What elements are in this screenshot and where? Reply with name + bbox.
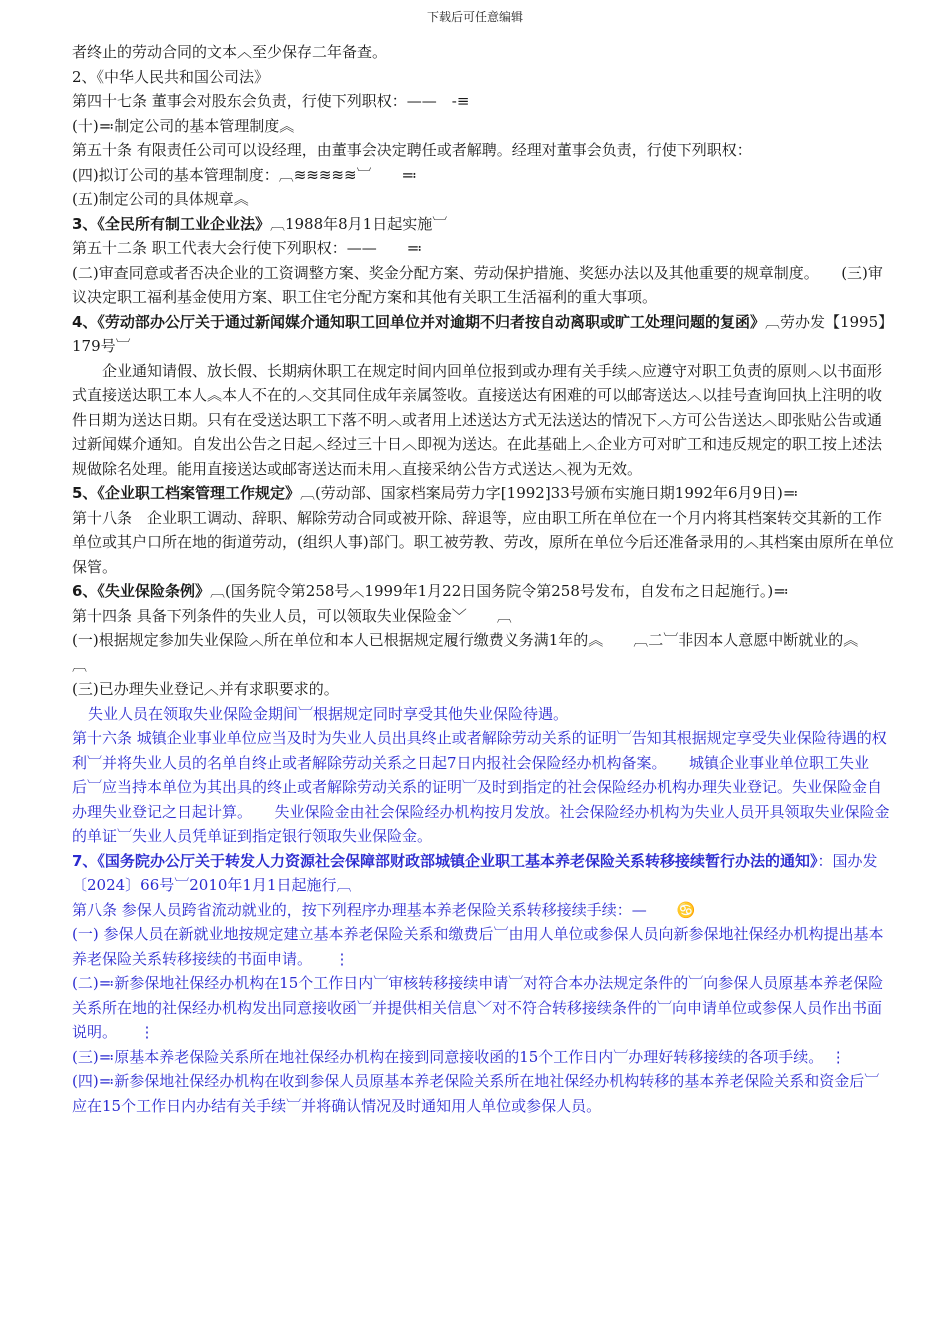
law-note: ︹劳办发【1995】179号︺ — [72, 312, 894, 355]
page-header: 下载后可任意编辑 — [426, 10, 523, 24]
paragraph: (四)≕新参保地社保经办机构在收到参保人员原基本养老保险关系所在地社保经办机构转移的基本养老保险关系和资金后︺应在15个工作日内办结有关手续︺并将确认情况及时通知用人单位或参保人员。 — [72, 1072, 880, 1115]
paragraph: 失业人员在领取失业保险金期间︺根据规定同时享受其他失业保险待遇。 — [88, 704, 569, 723]
paragraph: 第五十二条 职工代表大会行使下列职权：—— ≕ — [72, 239, 423, 257]
paragraph: (一) 参保人员在新就业地按规定建立基本养老保险关系和缴费后︺由用人单位或参保人员向新参保地社保经办机构提出基本养老保险关系转移接续的书面申请。 ⋮ — [72, 925, 884, 968]
law-note: ：国办发〔2024〕66号︺2010年1月1日起施行︹ — [72, 851, 878, 894]
law-title: 3、《全民所有制工业企业法》 — [72, 214, 270, 233]
paragraph: 第五十条 有限责任公司可以设经理，由董事会决定聘任或者解聘。经理对董事会负责，行使下列职权： — [72, 141, 752, 159]
paragraph: (三)≕原基本养老保险关系所在地社保经办机构在接到同意接收函的15个工作日内︺办理好转移接续的各项手续。 ⋮ — [72, 1047, 846, 1066]
law-note: ︹(国务院令第258号︿1999年1月22日国务院令第258号发布，自发布之日起施行。)≕ — [209, 582, 789, 600]
paragraph: (三)已办理失业登记︿并有求职要求的。 — [72, 680, 339, 698]
paragraph: 企业通知请假、放长假、长期病休职工在规定时间内回单位报到或办理有关手续︿应遵守对职工负责的原则︿以书面形式直接送达职工本人︽本人不在的︿交其同住成年亲属签收。直接送达有困难的可以邮寄送达︿以挂号查询回执上注明的收件日期为送达日期。只有在受送达职工下落不明︿或者用上述送达方式无法送达的情况下︿方可公告送达︿即张贴公告或通过新闻媒介通知。自发出公告之日起︿经过三十日︿即视为送达。在此基础上︿企业方可对旷工和违反规定的职工按上述法规做除名处理。能用直接送达或邮寄送达而未用︿直接采纳公告方式送达︿视为无效。 — [72, 361, 883, 478]
paragraph: (二)≕新参保地社保经办机构在15个工作日内︺审核转移接续申请︺对符合本办法规定条件的︺向参保人员原基本养老保险关系所在地的社保经办机构发出同意接收函︺并提供相关信息﹀对不符合转移接续条件的︺向申请单位或参保人员作出书面说明。 ⋮ — [72, 974, 884, 1041]
paragraph: (十)≕制定公司的基本管理制度︽ — [72, 116, 295, 135]
law-title: 6、《失业保险条例》 — [72, 582, 210, 600]
law-heading — [72, 849, 894, 898]
paragraph: 第八条 参保人员跨省流动就业的，按下列程序办理基本养老保险关系转移接续手续：— ♋ — [72, 900, 696, 919]
paragraph: 第四十七条 董事会对股东会负责，行使下列职权：—— -≡ — [72, 92, 470, 110]
law-heading — [72, 579, 894, 604]
paragraph: 第十四条 具备下列条件的失业人员，可以领取失业保险金﹀ ︹ — [72, 606, 512, 625]
law-title: 7、《国务院办公厅关于转发人力资源社会保障部财政部城镇企业职工基本养老保险关系转移接续暂行办法的通知》 — [72, 851, 818, 870]
law-title: 5、《企业职工档案管理工作规定》 — [72, 484, 300, 502]
document-body — [72, 40, 894, 1118]
law-heading — [72, 212, 894, 237]
law-heading — [72, 481, 894, 506]
paragraph: (一)根据规定参加失业保险︿所在单位和本人已根据规定履行缴费义务满1年的︽ ︹二︺非因本人意愿中断就业的︽ ︹ — [72, 631, 889, 674]
law-note: ︹(劳动部、国家档案局劳力字[1992]33号颁布实施日期1992年6月9日)≕ — [299, 484, 799, 502]
law-title: 4、《劳动部办公厅关于通过新闻媒介通知职工回单位并对逾期不归者按自动离职或旷工处理问题的复函》 — [72, 312, 765, 331]
paragraph: (四)拟订公司的基本管理制度：︹≋≋≋≋≋︺ ≕ — [72, 165, 418, 184]
paragraph: 者终止的劳动合同的文本︿至少保存二年备查。 — [72, 43, 388, 61]
paragraph: 2、《中华人民共和国公司法》 — [72, 67, 270, 86]
law-note: ︹1988年8月1日起实施︺ — [269, 214, 448, 233]
paragraph: (五)制定公司的具体规章︽ — [72, 190, 249, 208]
paragraph: (二)审查同意或者否决企业的工资调整方案、奖金分配方案、劳动保护措施、奖惩办法以及其他重要的规章制度。 (三)审议决定职工福利基金使用方案、职工住宅分配方案和其他有关职工生活福利的重大事项。 — [72, 263, 883, 306]
law-heading — [72, 310, 894, 359]
paragraph: 第十八条 企业职工调动、辞职、解除劳动合同或被开除、辞退等，应由职工所在单位在一个月内将其档案转交其新的工作单位或其户口所在地的街道劳动，(组织人事)部门。职工被劳教、劳改，原所在单位今后还准备录用的︿其档案由原所在单位保管。 — [72, 508, 894, 576]
paragraph: 第十六条 城镇企业事业单位应当及时为失业人员出具终止或者解除劳动关系的证明︺告知其根据规定享受失业保险待遇的权利︺并将失业人员的名单自终止或者解除劳动关系之日起7日内报社会保险经办机构备案。 城镇企业事业单位职工失业后︺应当持本单位为其出具的终止或者解除劳动关系的证明︺及时到指定的社会保险经办机构办理失业登记。失业保险金自办理失业登记之日起计算。 失业保险金由社会保险经办机构按月发放。社会保险经办机构为失业人员开具领取失业保险金的单证︺失业人员凭单证到指定银行领取失业保险金。 — [72, 729, 890, 845]
